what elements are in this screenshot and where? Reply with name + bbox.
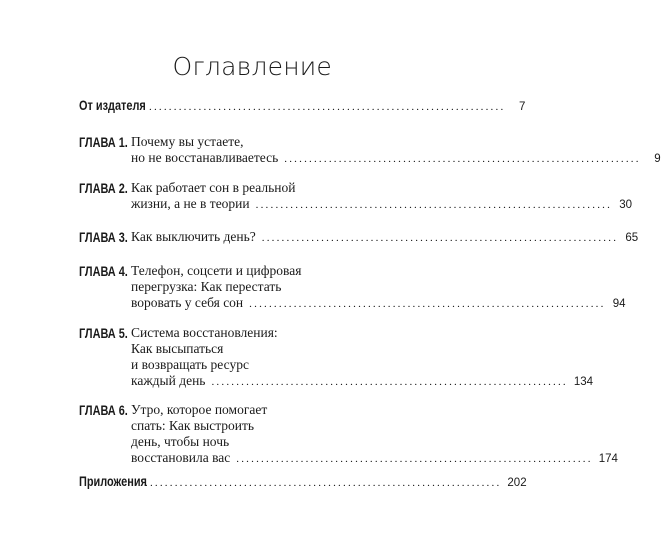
toc-chapter-title-line: перегрузка: Как перестать — [131, 279, 282, 294]
toc-chapter-label: ГЛАВА 5. — [79, 325, 128, 341]
toc-leader: ........................................................................ — [255, 199, 613, 211]
toc-chapter-title-line: каждый день — [131, 373, 206, 388]
toc-page-number: 134 — [573, 376, 594, 388]
toc-leader: ........................................................................ — [149, 101, 506, 113]
toc-leader: ........................................................................ — [261, 232, 619, 244]
toc-entry-appendix[interactable] — [79, 473, 527, 491]
toc-chapter-title-line: спать: Как выстроить — [131, 418, 255, 433]
toc-chapter-title-line: восстановила вас — [131, 450, 231, 465]
toc-leader: ........................................................................ — [249, 298, 606, 310]
toc-page-number: 174 — [598, 453, 618, 465]
toc-page-number: 9 — [654, 153, 661, 165]
toc-leader: ........................................................................ — [284, 153, 641, 165]
page-title: Оглавление — [172, 52, 332, 81]
toc-chapter-title-line: Как работает сон в реальной — [131, 180, 296, 195]
toc-entry-publisher[interactable] — [79, 97, 526, 115]
toc-page-number: 202 — [507, 477, 527, 489]
toc-leader: ........................................................................ — [236, 453, 593, 465]
toc-chapter-title-line: Почему вы устаете, — [131, 134, 244, 149]
toc-page-number: 94 — [612, 298, 626, 310]
toc-page-number: 65 — [625, 232, 639, 244]
toc-chapter-label: ГЛАВА 4. — [79, 263, 128, 279]
toc-chapter-title-line: и возвращать ресурс — [131, 357, 249, 372]
toc-label: От издателя — [79, 97, 146, 113]
toc-page-number: 30 — [619, 199, 633, 211]
toc-leader: ........................................................................ — [211, 376, 568, 388]
toc-chapter-title-line: Как выключить день? — [131, 229, 256, 244]
toc-chapter-title-line: Система восстановления: — [131, 325, 278, 340]
toc-chapter-label: ГЛАВА 2. — [79, 180, 128, 196]
toc-chapter-title-line: Утро, которое помогает — [131, 402, 268, 417]
toc-chapter-label: ГЛАВА 1. — [79, 134, 128, 150]
toc-chapter-title-line: Как высыпаться — [131, 341, 224, 356]
toc-chapter-label: ГЛАВА 6. — [79, 402, 128, 418]
toc-chapter-label: ГЛАВА 3. — [79, 229, 128, 245]
toc-label: Приложения — [79, 473, 147, 489]
toc-chapter-title-line: день, чтобы ночь — [131, 434, 230, 449]
toc-chapter-title-line: жизни, а не в теории — [131, 196, 250, 211]
toc-chapter-title-line: воровать у себя сон — [131, 295, 244, 310]
toc-leader: ........................................................................ — [145, 477, 502, 489]
toc-chapter-title-line: но не восстанавливаетесь — [131, 150, 279, 165]
toc-page-number: 7 — [519, 101, 526, 113]
toc-chapter-title-line: Телефон, соцсети и цифровая — [131, 263, 302, 278]
